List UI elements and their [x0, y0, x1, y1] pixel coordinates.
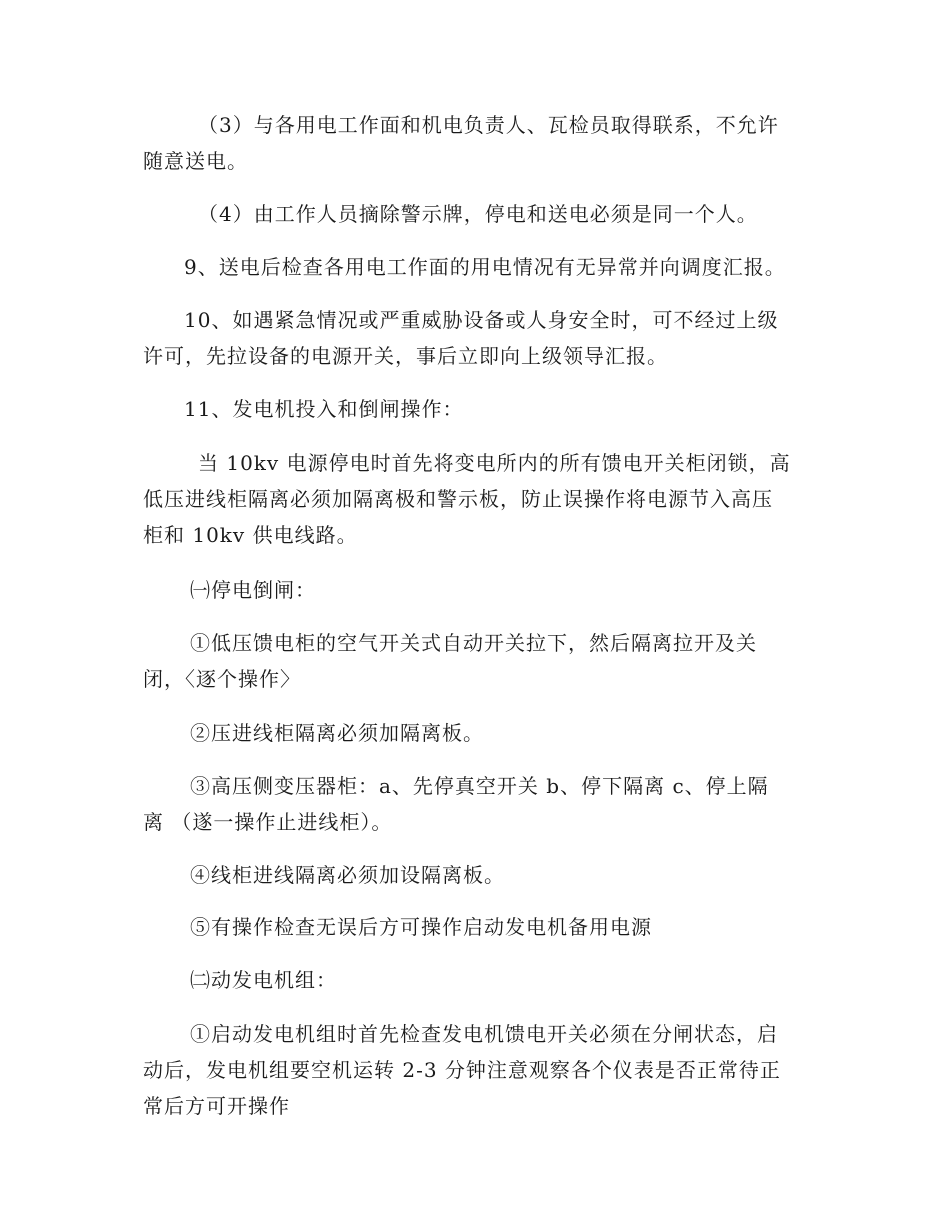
paragraph-line: ④线柜进线隔离必须加设隔离板。	[190, 863, 505, 887]
paragraph-4	[143, 302, 808, 374]
paragraph-line: 离 （遂一操作止进线柜）。	[143, 810, 393, 834]
paragraph-line: 闭，〈逐个操作〉	[143, 667, 301, 691]
paragraph-line: 常后方可开操作	[143, 1094, 290, 1118]
paragraph-line: 动后，发电机组要空机运转 2-3 分钟注意观察各个仪表是否正常待正	[143, 1058, 781, 1082]
paragraph-line: ③高压侧变压器柜：a、先停真空开关 b、停下隔离 c、停上隔	[190, 774, 769, 798]
paragraph-12	[143, 909, 808, 945]
paragraph-line: 10、如遇紧急情况或严重威胁设备或人身安全时，可不经过上级	[184, 308, 779, 332]
paragraph-11	[143, 857, 808, 893]
paragraph-line: ⑤有操作检查无误后方可操作启动发电机备用电源	[190, 915, 652, 939]
paragraph-13	[143, 962, 808, 998]
paragraph-line: 9、送电后检查各用电工作面的用电情况有无异常并向调度汇报。	[184, 255, 786, 279]
paragraph-10	[143, 768, 808, 840]
paragraph-line: 低压进线柜隔离必须加隔离极和警示板，防止误操作将电源节入高压	[143, 487, 773, 511]
paragraph-line: 11、发电机投入和倒闸操作：	[184, 397, 464, 421]
paragraph-line: 许可，先拉设备的电源开关，事后立即向上级领导汇报。	[143, 344, 668, 368]
paragraph-7	[143, 572, 808, 608]
paragraph-6	[143, 445, 808, 553]
paragraph-line: 随意送电。	[143, 149, 248, 173]
paragraph-line: ①启动发电机组时首先检查发电机馈电开关必须在分闸状态，启	[190, 1022, 778, 1046]
paragraph-line: ㈠停电倒闸：	[190, 578, 316, 602]
paragraph-14	[143, 1016, 808, 1124]
paragraph-line: （3）与各用电工作面和机电负责人、瓦检员取得联系，不允许	[198, 113, 779, 137]
paragraph-8	[143, 625, 808, 697]
paragraph-3	[143, 249, 808, 285]
paragraph-line: 当 10kv 电源停电时首先将变电所内的所有馈电开关柜闭锁，高	[198, 451, 791, 475]
paragraph-line: ①低压馈电柜的空气开关式自动开关拉下，然后隔离拉开及关	[190, 631, 757, 655]
paragraph-5	[143, 391, 808, 427]
paragraph-line: ㈡动发电机组：	[190, 968, 337, 992]
paragraph-9	[143, 715, 808, 751]
paragraph-2	[143, 196, 808, 232]
paragraph-line: ②压进线柜隔离必须加隔离板。	[190, 721, 484, 745]
paragraph-1	[143, 107, 808, 179]
paragraph-line: 柜和 10kv 供电线路。	[143, 523, 358, 547]
paragraph-line: （4）由工作人员摘除警示牌，停电和送电必须是同一个人。	[198, 202, 758, 226]
